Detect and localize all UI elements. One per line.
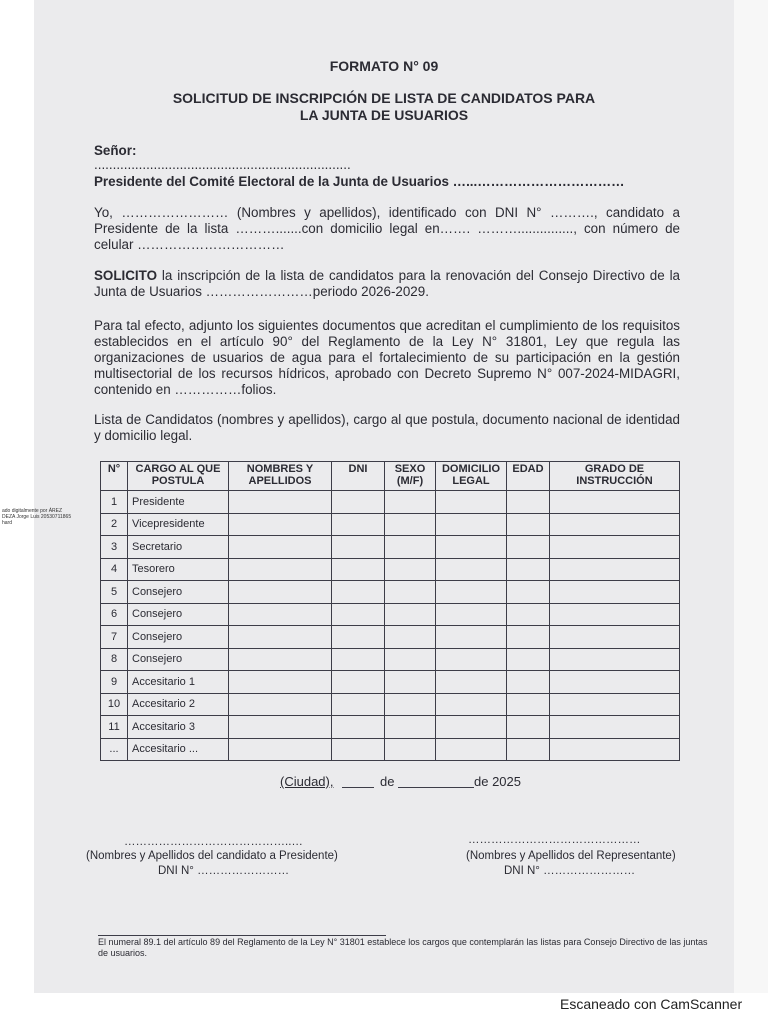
solicito-word: SOLICITO xyxy=(94,268,157,283)
row-edad xyxy=(507,536,550,559)
row-sexo xyxy=(385,648,436,671)
row-grado xyxy=(550,513,680,536)
row-grado xyxy=(550,491,680,514)
row-cargo: Consejero xyxy=(128,603,229,626)
row-domicilio xyxy=(436,513,507,536)
row-edad xyxy=(507,603,550,626)
row-cargo: Accesitario ... xyxy=(128,738,229,761)
paragraph-lista: Lista de Candidatos (nombres y apellidos), cargo al que postula, documento nacional de identidad y domicilio legal. xyxy=(94,412,680,443)
row-domicilio xyxy=(436,558,507,581)
document-page xyxy=(34,0,734,993)
row-number: ... xyxy=(101,738,128,761)
subtitle-line-2: LA JUNTA DE USUARIOS xyxy=(299,107,469,123)
row-nombres xyxy=(229,693,332,716)
row-grado xyxy=(550,738,680,761)
row-number: 4 xyxy=(101,558,128,581)
row-edad xyxy=(507,693,550,716)
row-dni xyxy=(332,671,385,694)
row-sexo xyxy=(385,671,436,694)
row-grado xyxy=(550,626,680,649)
date-year: de 2025 xyxy=(474,774,521,789)
row-edad xyxy=(507,716,550,739)
row-number: 5 xyxy=(101,581,128,604)
table-header-row xyxy=(101,462,680,491)
row-cargo: Consejero xyxy=(128,581,229,604)
camscanner-watermark: Escaneado con CamScanner xyxy=(560,996,743,1012)
paragraph-solicito xyxy=(94,268,680,300)
row-cargo: Accesitario 3 xyxy=(128,716,229,739)
table-body xyxy=(101,491,680,761)
header-domicilio: DOMICILIO LEGAL xyxy=(436,462,507,491)
header-edad: EDAD xyxy=(507,462,550,491)
table-row xyxy=(101,738,680,761)
table-row xyxy=(101,671,680,694)
header-cargo: CARGO AL QUE POSTULA xyxy=(128,462,229,491)
table-row xyxy=(101,603,680,626)
page-edge xyxy=(734,0,768,993)
table-row xyxy=(101,716,680,739)
row-domicilio xyxy=(436,491,507,514)
row-cargo: Consejero xyxy=(128,626,229,649)
row-nombres xyxy=(229,536,332,559)
row-nombres xyxy=(229,648,332,671)
row-edad xyxy=(507,513,550,536)
row-domicilio xyxy=(436,536,507,559)
header-numero: N° xyxy=(101,462,128,491)
row-domicilio xyxy=(436,581,507,604)
row-number: 9 xyxy=(101,671,128,694)
row-dni xyxy=(332,693,385,716)
row-sexo xyxy=(385,513,436,536)
row-edad xyxy=(507,671,550,694)
row-nombres xyxy=(229,581,332,604)
table-row xyxy=(101,626,680,649)
row-edad xyxy=(507,648,550,671)
row-dni xyxy=(332,738,385,761)
row-number: 8 xyxy=(101,648,128,671)
table-row xyxy=(101,558,680,581)
row-nombres xyxy=(229,558,332,581)
salutation-dots: ..................................................................... xyxy=(94,157,351,172)
date-day-blank xyxy=(342,787,374,788)
header-sexo: SEXO (M/F) xyxy=(385,462,436,491)
row-cargo: Presidente xyxy=(128,491,229,514)
row-sexo xyxy=(385,491,436,514)
candidates-table xyxy=(100,461,680,761)
format-title: FORMATO N° 09 xyxy=(329,58,439,74)
row-sexo xyxy=(385,603,436,626)
signature-right-dots: ……………………………………… xyxy=(468,834,641,846)
row-number: 7 xyxy=(101,626,128,649)
row-cargo: Accesitario 1 xyxy=(128,671,229,694)
row-sexo xyxy=(385,581,436,604)
header-grado: GRADO DE INSTRUCCIÓN xyxy=(550,462,680,491)
row-dni xyxy=(332,603,385,626)
row-grado xyxy=(550,693,680,716)
row-edad xyxy=(507,558,550,581)
row-grado xyxy=(550,581,680,604)
row-edad xyxy=(507,491,550,514)
table-row xyxy=(101,491,680,514)
row-number: 6 xyxy=(101,603,128,626)
header-nombres: NOMBRES Y APELLIDOS xyxy=(229,462,332,491)
row-cargo: Tesorero xyxy=(128,558,229,581)
row-domicilio xyxy=(436,716,507,739)
row-dni xyxy=(332,716,385,739)
table-row xyxy=(101,693,680,716)
row-dni xyxy=(332,513,385,536)
solicito-text: la inscripción de la lista de candidatos para la renovación del Consejo Directivo de la Junta de Usuarios ……………………periodo 2026-2029. xyxy=(94,268,680,299)
paragraph-yo: Yo, …………………… (Nombres y apellidos), identificado con DNI N° ………., candidato a Presidente de la lista ……….......con domicilio legal en……. ………..............., con número de celular …………………………… xyxy=(94,205,680,252)
row-cargo: Consejero xyxy=(128,648,229,671)
row-grado xyxy=(550,648,680,671)
row-number: 3 xyxy=(101,536,128,559)
row-dni xyxy=(332,491,385,514)
signature-right-label: (Nombres y Apellidos del Representante) xyxy=(466,850,676,862)
row-number: 11 xyxy=(101,716,128,739)
date-city: (Ciudad), xyxy=(280,774,334,789)
row-nombres xyxy=(229,671,332,694)
row-number: 2 xyxy=(101,513,128,536)
paragraph-efecto: Para tal efecto, adjunto los siguientes documentos que acreditan el cumplimiento de los requisitos establecidos en el artículo 90° del Reglamento de la Ley N° 31801, Ley que regula las organizaciones de usuarios de agua para el fortalecimiento de su participación en la gestión multisectorial de los recursos hídricos, aprobado con Decreto Supremo N° 007-2024-MIDAGRI, contenido en ……………folios. xyxy=(94,318,680,397)
row-domicilio xyxy=(436,693,507,716)
row-edad xyxy=(507,581,550,604)
row-grado xyxy=(550,716,680,739)
row-sexo xyxy=(385,558,436,581)
row-dni xyxy=(332,648,385,671)
row-dni xyxy=(332,581,385,604)
signature-left-dots: ……………………………………..… xyxy=(124,836,303,848)
header-dni: DNI xyxy=(332,462,385,491)
row-domicilio xyxy=(436,603,507,626)
row-edad xyxy=(507,738,550,761)
table-row xyxy=(101,581,680,604)
row-domicilio xyxy=(436,671,507,694)
table-row xyxy=(101,536,680,559)
row-dni xyxy=(332,558,385,581)
subtitle-line-1: SOLICITUD DE INSCRIPCIÓN DE LISTA DE CANDIDATOS PARA xyxy=(172,90,596,106)
row-cargo: Secretario xyxy=(128,536,229,559)
row-sexo xyxy=(385,716,436,739)
row-nombres xyxy=(229,716,332,739)
row-dni xyxy=(332,626,385,649)
digital-signature-stamp: ado digitalmente por ÁREZ DEZA Jorge Luis 20530711865 hard xyxy=(2,508,72,526)
recipient-line: Presidente del Comité Electoral de la Junta de Usuarios …...…………………………… xyxy=(94,174,625,189)
row-number: 10 xyxy=(101,693,128,716)
document-subtitle xyxy=(34,90,734,124)
signature-right-dni: DNI N° …………………… xyxy=(504,865,636,877)
row-cargo: Accesitario 2 xyxy=(128,693,229,716)
footnote-separator xyxy=(98,935,386,936)
row-nombres xyxy=(229,603,332,626)
row-number: 1 xyxy=(101,491,128,514)
row-cargo: Vicepresidente xyxy=(128,513,229,536)
row-grado xyxy=(550,536,680,559)
row-nombres xyxy=(229,738,332,761)
row-dni xyxy=(332,536,385,559)
row-domicilio xyxy=(436,738,507,761)
row-sexo xyxy=(385,738,436,761)
row-sexo xyxy=(385,536,436,559)
row-grado xyxy=(550,558,680,581)
footnote: El numeral 89.1 del artículo 89 del Reglamento de la Ley N° 31801 establece los cargos que contemplarán las listas para Consejo Directivo de las juntas de usuarios. xyxy=(98,937,708,958)
row-sexo xyxy=(385,626,436,649)
date-month-blank xyxy=(398,787,474,788)
salutation: Señor: xyxy=(94,143,137,158)
row-edad xyxy=(507,626,550,649)
table-row xyxy=(101,513,680,536)
signature-left-label: (Nombres y Apellidos del candidato a Presidente) xyxy=(86,850,338,862)
row-grado xyxy=(550,603,680,626)
row-grado xyxy=(550,671,680,694)
signature-left-dni: DNI N° …………………… xyxy=(158,865,290,877)
row-sexo xyxy=(385,693,436,716)
row-domicilio xyxy=(436,626,507,649)
row-domicilio xyxy=(436,648,507,671)
row-nombres xyxy=(229,626,332,649)
row-nombres xyxy=(229,513,332,536)
row-nombres xyxy=(229,491,332,514)
date-de: de xyxy=(380,774,395,789)
table-row xyxy=(101,648,680,671)
